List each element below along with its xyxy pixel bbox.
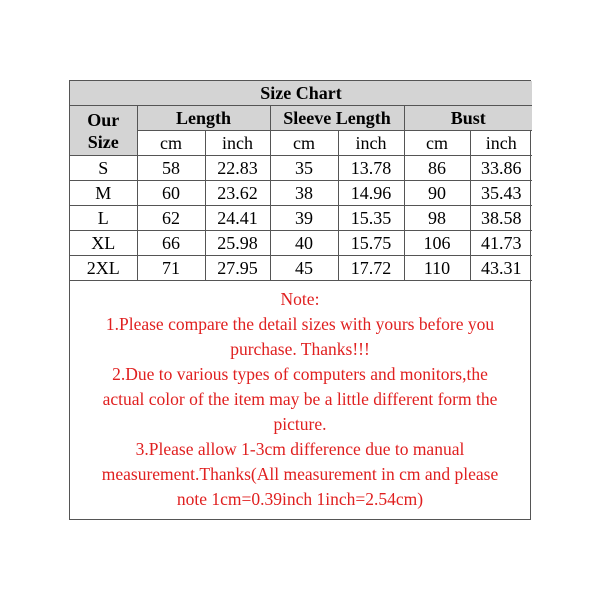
note-line: 2.Due to various types of computers and monitors,the: [112, 363, 488, 384]
value-cell: 45: [270, 256, 338, 281]
table-row: [70, 231, 532, 256]
note-line: 1.Please compare the detail sizes with yours before you: [105, 313, 495, 334]
value-cell: 71: [137, 256, 205, 281]
bust-header: Bust: [404, 106, 532, 131]
size-cell: XL: [70, 231, 137, 256]
value-cell: 106: [404, 231, 470, 256]
unit-header: inch: [470, 131, 532, 156]
value-cell: 98: [404, 206, 470, 231]
note-line: picture.: [273, 413, 327, 434]
note-heading: Note:: [280, 288, 320, 309]
value-cell: 60: [137, 181, 205, 206]
value-cell: 35.43: [470, 181, 532, 206]
title-row: [70, 81, 532, 106]
note-line: purchase. Thanks!!!: [230, 338, 370, 359]
size-cell: S: [70, 156, 137, 181]
value-cell: 66: [137, 231, 205, 256]
unit-header: cm: [404, 131, 470, 156]
unit-header: inch: [338, 131, 404, 156]
unit-header: cm: [137, 131, 205, 156]
length-header: Length: [137, 106, 270, 131]
value-cell: 15.75: [338, 231, 404, 256]
value-cell: 25.98: [205, 231, 270, 256]
note-line: 3.Please allow 1-3cm difference due to manual: [135, 438, 465, 459]
size-column-header: [70, 106, 137, 156]
value-cell: 33.86: [470, 156, 532, 181]
size-cell: M: [70, 181, 137, 206]
value-cell: 24.41: [205, 206, 270, 231]
note-line: actual color of the item may be a little different form the: [102, 388, 498, 409]
value-cell: 14.96: [338, 181, 404, 206]
value-cell: 39: [270, 206, 338, 231]
value-cell: 110: [404, 256, 470, 281]
table-row: [70, 156, 532, 181]
value-cell: 90: [404, 181, 470, 206]
note-block: [70, 280, 530, 512]
sleeve-length-header: Sleeve Length: [270, 106, 404, 131]
value-cell: 38: [270, 181, 338, 206]
value-cell: 22.83: [205, 156, 270, 181]
value-cell: 58: [137, 156, 205, 181]
value-cell: 15.35: [338, 206, 404, 231]
unit-header-row: [70, 131, 532, 156]
value-cell: 41.73: [470, 231, 532, 256]
value-cell: 17.72: [338, 256, 404, 281]
chart-title: Size Chart: [70, 81, 532, 106]
size-header-line1: Our: [87, 109, 120, 130]
value-cell: 62: [137, 206, 205, 231]
table-row: [70, 181, 532, 206]
table-row: [70, 206, 532, 231]
size-table: [70, 81, 532, 281]
value-cell: 40: [270, 231, 338, 256]
value-cell: 38.58: [470, 206, 532, 231]
group-header-row: [70, 106, 532, 131]
value-cell: 35: [270, 156, 338, 181]
size-chart: [69, 80, 531, 520]
value-cell: 43.31: [470, 256, 532, 281]
table-row: [70, 256, 532, 281]
value-cell: 86: [404, 156, 470, 181]
size-cell: 2XL: [70, 256, 137, 281]
value-cell: 13.78: [338, 156, 404, 181]
value-cell: 27.95: [205, 256, 270, 281]
size-cell: L: [70, 206, 137, 231]
unit-header: inch: [205, 131, 270, 156]
note-line: note 1cm=0.39inch 1inch=2.54cm): [176, 488, 424, 509]
size-header-line2: Size: [87, 131, 119, 152]
note-line: measurement.Thanks(All measurement in cm and please: [101, 463, 499, 484]
unit-header: cm: [270, 131, 338, 156]
value-cell: 23.62: [205, 181, 270, 206]
